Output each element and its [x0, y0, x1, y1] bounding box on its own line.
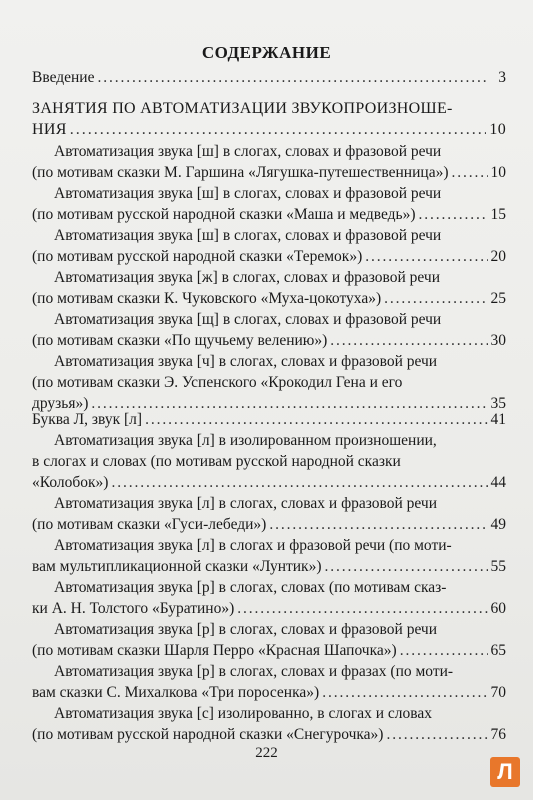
toc-entry	[32, 661, 506, 703]
toc-entry-text: Автоматизация звука [л] в слогах и фразовой речи (по моти-	[54, 537, 452, 554]
toc-entry	[32, 267, 506, 309]
page-title: СОДЕРЖАНИЕ	[201, 43, 332, 62]
toc-entry-text: вам сказки С. Михалкова «Три поросенка»)	[32, 684, 320, 701]
toc-entry-text: (по мотивам сказки Шарля Перро «Красная Шапочка»)	[32, 642, 397, 659]
dot-leader	[386, 724, 487, 745]
toc-entry-intro	[32, 67, 506, 88]
toc-entry-text: Автоматизация звука [ш] в слогах, словах и фразовой речи	[54, 185, 442, 202]
toc-entry	[32, 577, 506, 619]
toc-entry-text: Автоматизация звука [л] в слогах, словах и фразовой речи	[54, 495, 438, 512]
dot-leader	[237, 598, 487, 619]
toc-section-heading	[32, 98, 506, 140]
toc-entry-text: Автоматизация звука [р] в слогах, словах (по мотивам сказ-	[54, 579, 447, 596]
toc-page-number: 44	[490, 474, 506, 491]
toc-entry	[32, 493, 506, 535]
dot-leader	[97, 67, 489, 88]
section-heading-line2: НИЯ	[32, 121, 67, 138]
toc-entry	[32, 409, 506, 430]
toc-page-number: 55	[490, 558, 506, 575]
dot-leader	[400, 640, 488, 661]
toc-entry-text: «Колобок»)	[32, 474, 109, 491]
toc-entry	[32, 309, 506, 351]
dot-leader	[322, 682, 487, 703]
toc-entry-text: (по мотивам сказки «Гуси-лебеди»)	[32, 516, 267, 533]
toc-page-number: 10	[490, 164, 506, 181]
dot-leader	[330, 330, 487, 351]
toc-entry-text: (по мотивам сказки К. Чуковского «Муха-цокотуха»)	[32, 290, 382, 307]
dot-leader	[365, 246, 487, 267]
toc-entry-text: Автоматизация звука [с] изолированно, в слогах и словах	[54, 705, 432, 722]
publisher-logo: Л	[490, 757, 520, 787]
toc-entry-text: (по мотивам русской народной сказки «Маша и медведь»)	[32, 206, 416, 223]
dot-leader	[384, 288, 487, 309]
toc-entry-text: (по мотивам сказки Э. Успенского «Крокодил Гена и его	[32, 374, 403, 391]
toc-entry	[32, 619, 506, 661]
toc-page-number: 35	[490, 395, 506, 412]
toc-entry-text: ки А. Н. Толстого «Буратино»)	[32, 600, 235, 617]
dot-leader	[325, 556, 488, 577]
toc-entry	[32, 430, 506, 493]
toc-page-number: 25	[490, 290, 506, 307]
toc-page-number: 30	[490, 332, 506, 349]
toc-entry	[32, 703, 506, 745]
toc-page-number: 60	[490, 600, 506, 617]
dot-leader	[145, 409, 487, 430]
toc-entry	[32, 141, 506, 183]
section-heading-line1: ЗАНЯТИЯ ПО АВТОМАТИЗАЦИИ ЗВУКОПРОИЗНОШЕ-	[32, 100, 453, 117]
toc-entry	[32, 535, 506, 577]
toc-page-number: 10	[489, 121, 506, 138]
toc-entry	[32, 351, 506, 414]
toc-page-number: 20	[490, 248, 506, 265]
toc-entry-text: (по мотивам русской народной сказки «Теремок»)	[32, 248, 363, 265]
page-number: 222	[255, 745, 278, 761]
dot-leader	[111, 472, 487, 493]
toc-entry-label: Введение	[32, 69, 95, 86]
toc-page-number: 76	[490, 726, 506, 743]
toc-entry-text: Автоматизация звука [щ] в слогах, словах и фразовой речи	[54, 311, 442, 328]
toc-entry	[32, 225, 506, 267]
toc-entry-text: Автоматизация звука [ч] в слогах, словах и фразовой речи	[54, 353, 438, 370]
dot-leader	[269, 514, 487, 535]
toc-page-number: 15	[490, 206, 506, 223]
toc-page-number: 65	[490, 642, 506, 659]
toc-page-number: 41	[490, 411, 506, 428]
toc-entry-text: вам мультипликационной сказки «Лунтик»)	[32, 558, 322, 575]
toc-page-number: 3	[498, 69, 506, 86]
toc-entry-text: Автоматизация звука [ш] в слогах, словах и фразовой речи	[54, 143, 442, 160]
toc-entry-text: Автоматизация звука [ж] в слогах, словах и фразовой речи	[54, 269, 440, 286]
toc-entry-text: Автоматизация звука [р] в слогах, словах и фразах (по моти-	[54, 663, 454, 680]
toc-entry	[32, 183, 506, 225]
dot-leader	[70, 119, 487, 140]
toc-entry-text: друзья»)	[32, 395, 89, 412]
toc-entry-text: (по мотивам сказки М. Гаршина «Лягушка-путешественница»)	[32, 164, 449, 181]
toc-entry-text: Автоматизация звука [ш] в слогах, словах и фразовой речи	[54, 227, 442, 244]
toc-page-number: 70	[490, 684, 506, 701]
toc-entry-text: (по мотивам сказки «По щучьему велению»)	[32, 332, 328, 349]
toc-entry-text: Автоматизация звука [р] в слогах, словах и фразовой речи	[54, 621, 438, 638]
toc-entry-text: (по мотивам русской народной сказки «Снегурочка»)	[32, 726, 384, 743]
toc-entry-text: в слогах и словах (по мотивам русской народной сказки	[32, 453, 401, 470]
toc-entry-text: Автоматизация звука [л] в изолированном произношении,	[54, 432, 437, 449]
dot-leader	[419, 204, 488, 225]
toc-page-number: 49	[490, 516, 506, 533]
dot-leader	[451, 162, 487, 183]
toc-entry-text: Буква Л, звук [л]	[32, 411, 143, 428]
